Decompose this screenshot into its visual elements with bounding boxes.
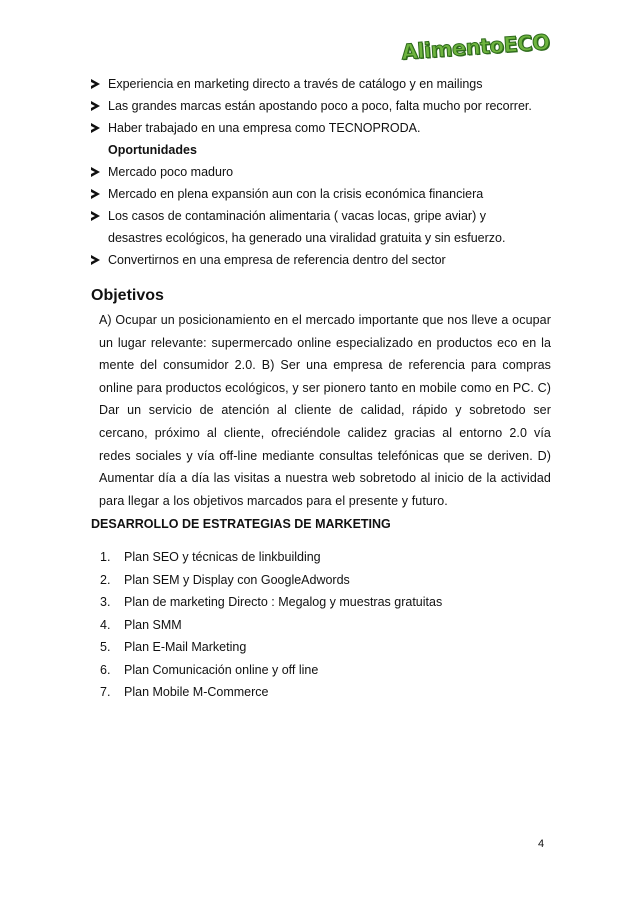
arrow-bullet-icon — [91, 189, 100, 199]
list-item — [91, 249, 551, 271]
list-item-text: Plan Comunicación online y off line — [124, 662, 319, 677]
list-item — [100, 614, 551, 637]
list-item-text: Plan E-Mail Marketing — [124, 640, 247, 655]
opportunities-heading: Oportunidades — [108, 143, 197, 157]
arrow-bullet-icon — [91, 167, 100, 177]
list-item — [91, 95, 551, 117]
arrow-bullet-icon — [91, 79, 100, 89]
list-item-number: 6. — [100, 662, 111, 677]
list-item — [91, 183, 551, 205]
objectives-heading: Objetivos — [91, 287, 164, 304]
list-item-text: Plan Mobile M-Commerce — [124, 685, 269, 700]
list-item — [91, 73, 551, 95]
logo-wordmark: AlimentoECO — [400, 30, 550, 65]
arrow-bullet-icon — [91, 211, 100, 221]
list-item — [100, 591, 551, 614]
list-item-text: Las grandes marcas están apostando poco a poco, falta mucho por recorrer. — [108, 99, 532, 113]
list-item-text: Plan de marketing Directo : Megalog y muestras gratuitas — [124, 595, 443, 610]
brand-logo — [400, 28, 550, 65]
arrow-bullet-icon — [91, 255, 100, 265]
list-item-number: 3. — [100, 595, 111, 610]
list-item — [100, 546, 551, 569]
list-item-text: Mercado en plena expansión aun con la crisis económica financiera — [108, 187, 484, 201]
list-item-number: 5. — [100, 640, 111, 655]
strategies-heading: DESARROLLO DE ESTRATEGIAS DE MARKETING — [91, 517, 391, 532]
list-item-text: Plan SMM — [124, 617, 182, 632]
document-body — [91, 73, 551, 704]
list-item — [91, 117, 551, 139]
list-item — [91, 205, 551, 249]
list-item — [100, 659, 551, 682]
list-item-text: Convertirnos en una empresa de referencia dentro del sector — [108, 253, 446, 267]
list-item-text: Los casos de contaminación alimentaria ( vacas locas, gripe aviar) y desastres ecológicos, ha generado una viralidad gratuita y sin esfuerzo. — [108, 209, 506, 245]
list-item — [100, 636, 551, 659]
list-item-number: 1. — [100, 550, 111, 565]
list-item — [100, 681, 551, 704]
strategies-list — [91, 546, 551, 704]
arrow-bullet-icon — [91, 101, 100, 111]
list-item-number: 4. — [100, 617, 111, 632]
list-item — [100, 569, 551, 592]
arrow-bullet-icon — [91, 123, 100, 133]
list-item-text: Plan SEO y técnicas de linkbuilding — [124, 550, 321, 565]
page-number: 4 — [538, 838, 545, 850]
list-item-text: Haber trabajado en una empresa como TECNOPRODA. — [108, 121, 421, 135]
list-item-number: 7. — [100, 685, 111, 700]
list-item-number: 2. — [100, 572, 111, 587]
list-item-text: Mercado poco maduro — [108, 165, 234, 179]
list-item — [91, 161, 551, 183]
objectives-paragraph: A) Ocupar un posicionamiento en el mercado importante que nos lleve a ocupar un lugar relevante: supermercado online especializado en productos eco en la mente del consumidor 2.0. B) Ser una empresa de referencia para compras online para productos ecológicos, y ser pionero tanto en mobile como en PC. C) Dar un servicio de atención al cliente de calidad, rápido y sobretodo ser cercano, próximo al cliente, ofreciéndole calidez gracias al entorno 2.0 vía redes sociales y vía off-line mediante consultas telefónicas que se deriven. D) Aumentar día a día las visitas a nuestra web sobretodo al inicio de la actividad para llegar a los objetivos marcados para el presente y futuro. — [99, 313, 551, 508]
list-item-text: Plan SEM y Display con GoogleAdwords — [124, 572, 350, 587]
list-item-text: Experiencia en marketing directo a través de catálogo y en mailings — [108, 77, 483, 91]
